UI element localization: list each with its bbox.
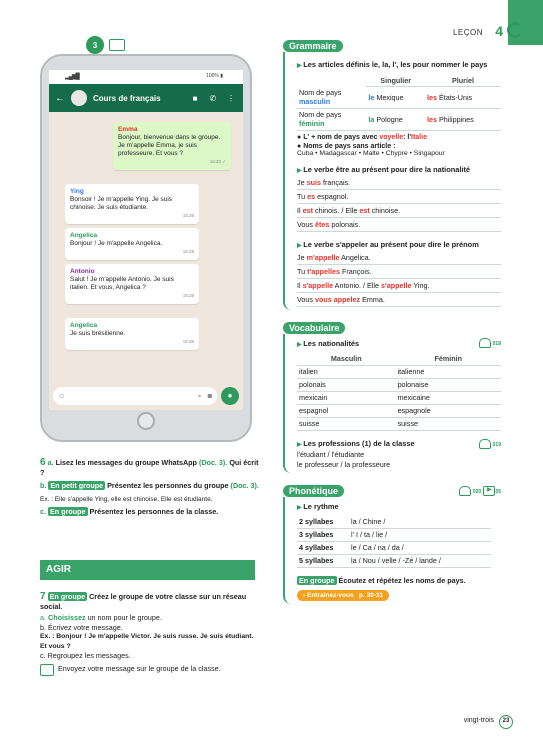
feminin-cell: mexicaine [396, 391, 501, 404]
rythme-table [297, 516, 491, 568]
activity-text: Présentez les personnes du groupe [107, 481, 229, 490]
table-row [297, 365, 501, 378]
table-row [297, 417, 501, 430]
grammaire-box [283, 52, 501, 310]
attach-icon[interactable]: ⌁ [197, 393, 202, 400]
syllable-split: l' I / ta / lie / [349, 528, 491, 541]
note-elision: ● L' + nom de pays avec voyelle: l'Italie [297, 133, 427, 141]
message-sender: Angelica [70, 322, 98, 329]
message-input-bar [49, 382, 243, 410]
text-segment: Ying. [411, 280, 430, 290]
audio-icon[interactable] [479, 439, 491, 449]
message-sender: Angelica [70, 232, 98, 239]
activities [40, 458, 260, 517]
articles-table [297, 74, 501, 131]
text-segment: chinois. / Elle [312, 205, 360, 215]
exercise-link[interactable]: › Entraînez-vous p. 30-31 [297, 590, 389, 601]
video-play-icon[interactable]: ▶ [483, 486, 495, 496]
group-tag: En groupe [50, 507, 86, 516]
text-segment: Il [297, 280, 303, 290]
item-letter: c. [40, 507, 46, 516]
article: le [368, 92, 375, 102]
syllable-split: la / Nou / velle / -Zé / lande / [349, 554, 491, 567]
conjugation-line [297, 279, 501, 293]
conjugation-line [297, 251, 501, 265]
audio-track: 020 [472, 488, 482, 495]
activity-text: un nom pour le groupe. [87, 613, 162, 622]
page-footer [464, 715, 513, 729]
camera-icon[interactable]: ◙ [207, 392, 212, 400]
activity-7b: b. Écrivez votre message. [40, 622, 123, 632]
text-segment: Je [297, 177, 307, 187]
grammar-title-etre: ▶ Le verbe être au présent pour dire la nationalité [297, 165, 501, 176]
text-segment: Emma. [360, 294, 385, 304]
text-segment: Il [297, 205, 303, 215]
grammar-title-appeler: ▶ Le verbe s'appeler au présent pour dire le prénom [297, 240, 501, 251]
lesson-label: LEÇON [452, 28, 483, 37]
activity-6a [40, 458, 260, 477]
home-button[interactable] [137, 412, 155, 430]
back-arrow-icon[interactable]: ← [55, 92, 65, 104]
message-bubble [65, 228, 199, 260]
status-bar [49, 70, 243, 84]
col-header: Masculin [297, 353, 396, 366]
message-bubble [65, 264, 199, 304]
verb-form: t'appelles [307, 266, 340, 276]
message-time: 15:29 [182, 249, 194, 254]
group-tag: En groupe [49, 592, 86, 601]
activity-number: 7 [40, 591, 46, 602]
verb-form: êtes [314, 219, 330, 229]
verb-form: m'appelle [306, 252, 340, 262]
video-track: 05 [495, 488, 501, 495]
etre-conjugation [297, 176, 501, 232]
profession-line: le professeur / la professeure [297, 459, 391, 469]
verb-form: est [302, 205, 313, 215]
phonetique-box [283, 497, 501, 605]
group-tag: En petit groupe [50, 481, 104, 490]
audio-track: 018 [492, 341, 501, 348]
grammar-title-articles: ▶ Les articles définis le, la, l', les pour nommer le pays [297, 60, 501, 71]
text-segment: français. [320, 177, 351, 187]
text-segment: François. [340, 266, 372, 276]
country: Pologne [376, 114, 403, 124]
more-options-icon[interactable]: ⋮ [227, 93, 235, 103]
row-label: Nom de pays [299, 110, 342, 119]
message-sender: Emma [118, 126, 138, 133]
row-gender: féminin [299, 119, 325, 128]
activity-question: Qui écrit ? [40, 458, 259, 477]
doc-badge-number: 3 [92, 41, 98, 50]
cta-bar [297, 590, 501, 601]
activity-7a [40, 613, 255, 623]
phon-instruction: En groupe Écoutez et répétez les noms de pays. [299, 575, 466, 585]
item-letter: a. [40, 613, 46, 622]
message-time: 15:29 [182, 293, 194, 298]
activity-text: Présentez les personnes de la classe. [89, 507, 219, 516]
masculin-cell: mexicain [297, 391, 396, 404]
doc-badge [86, 32, 104, 54]
chat-header [49, 84, 243, 112]
verb-form: suis [306, 177, 321, 187]
verb-form: s'appelle [381, 280, 412, 290]
message-sender: Antonio [70, 268, 95, 275]
message-text: Bonjour ! Je m'appelle Angelica. [70, 240, 163, 247]
audio-icon[interactable] [479, 338, 491, 348]
table-row [297, 391, 501, 404]
message-bubble [65, 184, 199, 224]
syllable-count: 4 syllabes [297, 541, 349, 554]
verb-form: s'appelle [302, 280, 334, 290]
doc-reference: (Doc. 3). [230, 481, 259, 490]
book-icon [109, 39, 125, 51]
syllable-count: 2 syllabes [297, 516, 349, 529]
signal-icon: ▂▄▆█ [65, 74, 79, 80]
activity-number: 6 [40, 457, 46, 468]
doc-badge-label: DOC [89, 32, 101, 38]
text-segment: chinoise. [369, 205, 401, 215]
grammaire-heading: Grammaire [283, 40, 343, 52]
chat-title[interactable]: Cours de français [93, 93, 161, 103]
activity-7c: c. Regroupez les messages. [40, 651, 131, 660]
verb-form: est [359, 205, 370, 215]
profession-line: l'étudiant / l'étudiante [297, 449, 365, 459]
syllable-count: 3 syllabes [297, 528, 349, 541]
conjugation-line [297, 204, 501, 218]
country: États-Unis [439, 92, 473, 102]
message-time: 15:20 ✓ [209, 159, 226, 164]
group-tag: En groupe [299, 575, 335, 585]
mic-button[interactable]: ● [221, 387, 239, 405]
text-segment: Vous [297, 294, 315, 304]
feminin-cell: italienne [396, 365, 501, 378]
syllable-count: 5 syllabes [297, 554, 349, 567]
col-header: Féminin [396, 353, 501, 366]
audio-track: 019 [492, 442, 501, 449]
warning-icon: ● [297, 133, 302, 141]
conjugation-line [297, 218, 501, 232]
message-time: 15:36 [182, 339, 194, 344]
conjugation-line [297, 190, 501, 204]
activity-text: Créez le groupe de votre classe sur un réseau social. [40, 592, 247, 611]
warning-icon: ● [297, 142, 302, 150]
conjugation-line [297, 293, 501, 307]
activity-example: Ex. : Elle s'appelle Ying, elle est chinoise. Elle est étudiante. [40, 495, 213, 503]
article: la [368, 114, 375, 124]
table-row [297, 404, 501, 417]
message-text: Salut ! Je m'appelle Antonio. Je suis italien. Et vous, Angelica ? [70, 276, 174, 291]
text-segment: Tu [297, 191, 308, 201]
feminin-cell: espagnole [396, 404, 501, 417]
syllable-split: la / Chine / [349, 516, 491, 529]
group-avatar[interactable] [71, 90, 87, 106]
masculin-cell: polonais [297, 378, 396, 391]
article: les [427, 92, 437, 102]
masculin-cell: suisse [297, 417, 396, 430]
activity-7d [40, 664, 255, 676]
table-row [297, 516, 491, 529]
table-row [297, 541, 491, 554]
text-segment: Je [297, 252, 307, 262]
row-gender: masculin [299, 97, 331, 106]
text-segment: polonais. [329, 219, 361, 229]
activity-7-head [40, 592, 255, 611]
message-sender: Ying [70, 188, 84, 195]
col-header: Pluriel [425, 74, 501, 87]
page-number: 23 [499, 715, 513, 729]
text-segment: Vous [297, 219, 315, 229]
lesson-ring-icon [507, 22, 523, 38]
phone-screen [49, 70, 243, 410]
phon-title-rythme: ▶ Le rythme [297, 502, 501, 513]
text-segment: espagnol. [315, 191, 349, 201]
vocabulaire-heading: Vocabulaire [283, 322, 345, 334]
activity-text: Lisez les messages du groupe WhatsApp [55, 458, 197, 467]
syllable-split: le / Ca / na / da / [349, 541, 491, 554]
activity-7 [40, 592, 255, 676]
article: les [427, 114, 437, 124]
conjugation-line [297, 265, 501, 279]
pencil-icon [40, 664, 54, 676]
battery-indicator: 100% ▮ [206, 73, 223, 79]
table-row [297, 378, 501, 391]
country: Philippines [439, 114, 474, 124]
message-time: 15:26 [182, 213, 194, 218]
phonetique-heading: Phonétique [283, 485, 344, 497]
chat-body [49, 112, 243, 382]
text-segment: Antonio. / Elle [333, 280, 382, 290]
item-letter: a. [47, 458, 54, 467]
row-label: Nom de pays [299, 88, 342, 97]
conjugation-line [297, 176, 501, 190]
item-letter: b. [40, 481, 47, 490]
activity-text: Envoyez votre message sur le groupe de la classe. [58, 663, 221, 673]
emoji-icon[interactable]: ☺ [58, 392, 66, 400]
phone-mockup [40, 54, 252, 442]
col-header: Singulier [366, 74, 425, 87]
message-text: Bonjour, bienvenue dans le groupe. Je m'appelle Emma, je suis professeure. Et vous ? [118, 134, 221, 157]
vocabulaire-box [283, 334, 501, 473]
note-no-article: ● Noms de pays sans article : [297, 142, 396, 150]
activity-6c [40, 507, 260, 517]
message-bubble [113, 122, 231, 170]
table-row [297, 554, 491, 567]
vocab-title-nationalites: ▶ Les nationalités [297, 339, 359, 350]
agir-heading: AGIR [40, 560, 255, 580]
appeler-conjugation [297, 251, 501, 307]
country: Mexique [376, 92, 404, 102]
vocab-title-professions: ▶ Les professions (1) de la classe [297, 439, 415, 450]
message-text: Je suis brésilienne. [70, 330, 126, 337]
feminin-cell: suisse [396, 417, 501, 430]
masculin-cell: italien [297, 365, 396, 378]
lesson-number: 4 [495, 23, 503, 39]
doc-reference: (Doc. 3). [198, 458, 228, 467]
message-text: Bonsoir ! Je m'appelle Ying. Je suis chinoise. Je suis étudiante. [70, 196, 173, 211]
message-bubble [65, 318, 199, 350]
nationalites-table [297, 353, 501, 431]
text-segment: Angelica. [339, 252, 371, 262]
audio-icon[interactable] [459, 486, 471, 496]
right-column [283, 40, 501, 604]
verb-form: vous appelez [314, 294, 361, 304]
video-call-icon[interactable]: ■ [192, 93, 198, 103]
verb-form: es [307, 191, 316, 201]
activity-example: Ex. : Bonjour ! Je m'appelle Victor. Je suis russe. Je suis étudiant. Et vous ? [40, 633, 254, 650]
masculin-cell: espagnol [297, 404, 396, 417]
page-label: vingt-trois [463, 717, 495, 724]
phone-call-icon[interactable]: ✆ [209, 93, 217, 103]
text-segment: Tu [297, 266, 308, 276]
activity-6b [40, 481, 260, 491]
activity-verb: Choisissez [48, 613, 86, 622]
feminin-cell: polonaise [396, 378, 501, 391]
table-row [297, 528, 491, 541]
message-input[interactable] [53, 387, 217, 405]
country-list: Cuba • Madagascar • Malte • Chypre • Singapour [297, 149, 445, 157]
